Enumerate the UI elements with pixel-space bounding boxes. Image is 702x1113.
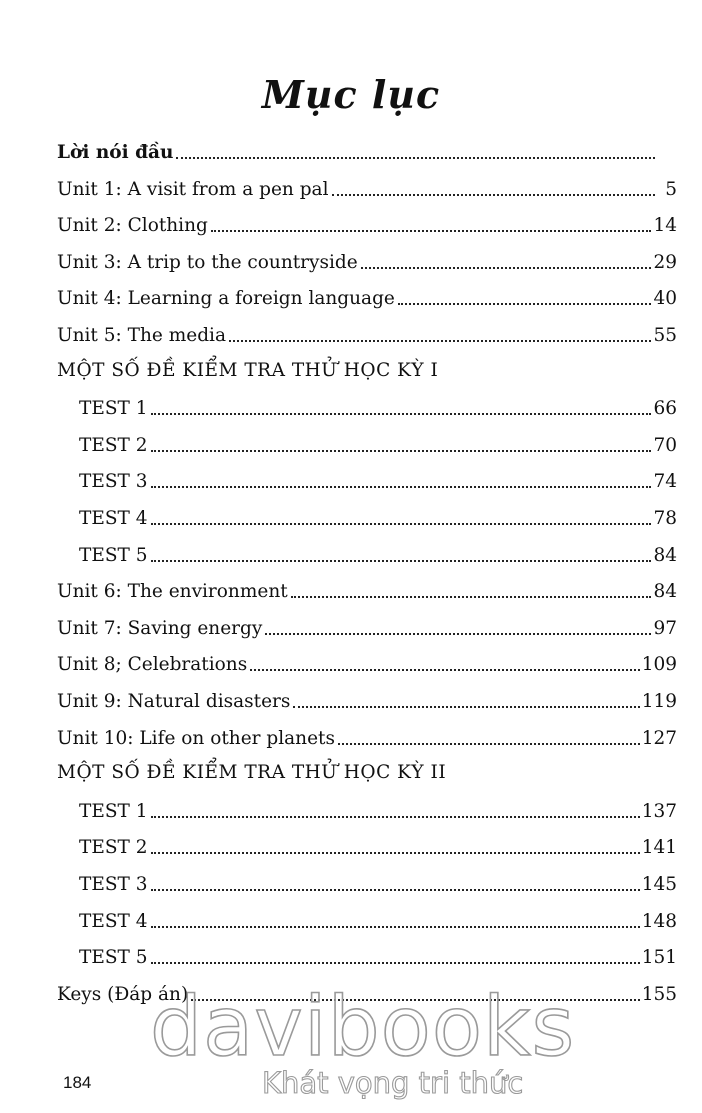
toc-entry-page: 29 xyxy=(653,252,677,273)
toc-entry-label: TEST 3 xyxy=(79,471,148,492)
toc-entry-label: Unit 8; Celebrations xyxy=(57,654,248,675)
toc-entry-label: TEST 2 xyxy=(79,837,148,858)
watermark-logo: davibooks xyxy=(150,980,576,1075)
toc-entry-page: 97 xyxy=(653,618,677,639)
toc-entry xyxy=(57,317,677,347)
toc-entry-page: 145 xyxy=(641,874,677,895)
dot-leader xyxy=(361,267,652,269)
toc-entry-label: TEST 4 xyxy=(79,508,148,529)
watermark-slogan: Khát vọng tri thức xyxy=(262,1066,524,1100)
toc-entry xyxy=(57,573,677,603)
toc-entry-label: Unit 5: The media xyxy=(57,325,226,346)
toc-entry-label: TEST 5 xyxy=(79,947,148,968)
toc-entry xyxy=(57,427,677,457)
toc-entry xyxy=(57,866,677,896)
toc-entry-page: 109 xyxy=(641,654,677,675)
toc-entry-label: Keys (Đáp án) xyxy=(57,984,189,1005)
toc-entry-label: Unit 6: The environment xyxy=(57,581,288,602)
toc-entry-page: 119 xyxy=(641,691,677,712)
toc-entry-label: Unit 4: Learning a foreign language xyxy=(57,288,395,309)
toc-entry-page: 40 xyxy=(653,288,677,309)
dot-leader xyxy=(151,816,640,818)
toc-entry-label: Unit 7: Saving energy xyxy=(57,618,263,639)
toc-entry-label: Unit 1: A visit from a pen pal xyxy=(57,179,329,200)
toc-entry xyxy=(57,610,677,640)
toc-entry-page: 127 xyxy=(641,728,677,749)
page-number: 184 xyxy=(63,1073,92,1092)
toc-entry-label: Unit 2: Clothing xyxy=(57,215,208,236)
dot-leader xyxy=(211,230,652,232)
toc-entry-page: 141 xyxy=(641,837,677,858)
dot-leader xyxy=(151,413,652,415)
toc-entry xyxy=(57,207,677,237)
dot-leader xyxy=(338,743,640,745)
toc-entry-label: Unit 3: A trip to the countryside xyxy=(57,252,358,273)
dot-leader xyxy=(398,303,652,305)
dot-leader xyxy=(291,596,652,598)
dot-leader xyxy=(151,560,652,562)
toc-entry-page: 14 xyxy=(653,215,677,236)
toc-entry xyxy=(57,793,677,823)
toc-entry xyxy=(57,280,677,310)
toc-entry xyxy=(57,903,677,933)
dot-leader xyxy=(151,486,652,488)
toc-entry-page: 78 xyxy=(653,508,677,529)
dot-leader xyxy=(151,450,652,452)
dot-leader xyxy=(176,157,655,159)
dot-leader xyxy=(293,706,639,708)
toc-entry xyxy=(57,939,677,969)
toc-entry xyxy=(57,537,677,567)
dot-leader xyxy=(250,669,639,671)
toc-entry-page: 55 xyxy=(653,325,677,346)
toc-entry-page: 5 xyxy=(665,179,677,200)
section-heading: MỘT SỐ ĐỀ KIỂM TRA THỬ HỌC KỲ I xyxy=(57,360,439,381)
dot-leader xyxy=(151,523,652,525)
dot-leader xyxy=(332,194,656,196)
toc-entry-page: 84 xyxy=(653,581,677,602)
toc-entry-label: TEST 1 xyxy=(79,801,148,822)
toc-entry xyxy=(57,683,677,713)
toc-entry-label: Unit 10: Life on other planets xyxy=(57,728,335,749)
toc-entry xyxy=(57,390,677,420)
toc-entry-label: Unit 9: Natural disasters xyxy=(57,691,291,712)
toc-entry xyxy=(57,134,677,164)
toc-entry xyxy=(57,720,677,750)
toc-entry-page: 84 xyxy=(653,545,677,566)
toc-entry xyxy=(57,463,677,493)
toc-entry-label: TEST 3 xyxy=(79,874,148,895)
toc-entry-label: TEST 4 xyxy=(79,911,148,932)
toc-entry xyxy=(57,829,677,859)
dot-leader xyxy=(151,926,640,928)
toc-entry-page: 151 xyxy=(641,947,677,968)
toc-entry xyxy=(57,500,677,530)
toc-entry-label: TEST 2 xyxy=(79,435,148,456)
page-title: Mục lục xyxy=(261,72,441,117)
toc-entry-page: 74 xyxy=(653,471,677,492)
toc-entry-label: TEST 1 xyxy=(79,398,148,419)
toc-entry xyxy=(57,171,677,201)
toc-entry-page: 66 xyxy=(653,398,677,419)
toc-entry-page: 155 xyxy=(641,984,677,1005)
toc-entry-page: 148 xyxy=(641,911,677,932)
toc-entry xyxy=(57,244,677,274)
dot-leader xyxy=(151,889,640,891)
dot-leader xyxy=(151,962,640,964)
dot-leader xyxy=(151,852,640,854)
dot-leader xyxy=(265,633,651,635)
toc-entry-page: 137 xyxy=(641,801,677,822)
toc-entry-label: TEST 5 xyxy=(79,545,148,566)
toc-entry xyxy=(57,646,677,676)
toc-entry-label: Lời nói đầu xyxy=(57,142,174,163)
section-heading: MỘT SỐ ĐỀ KIỂM TRA THỬ HỌC KỲ II xyxy=(57,762,447,783)
toc-entry-page: 70 xyxy=(653,435,677,456)
dot-leader xyxy=(229,340,651,342)
